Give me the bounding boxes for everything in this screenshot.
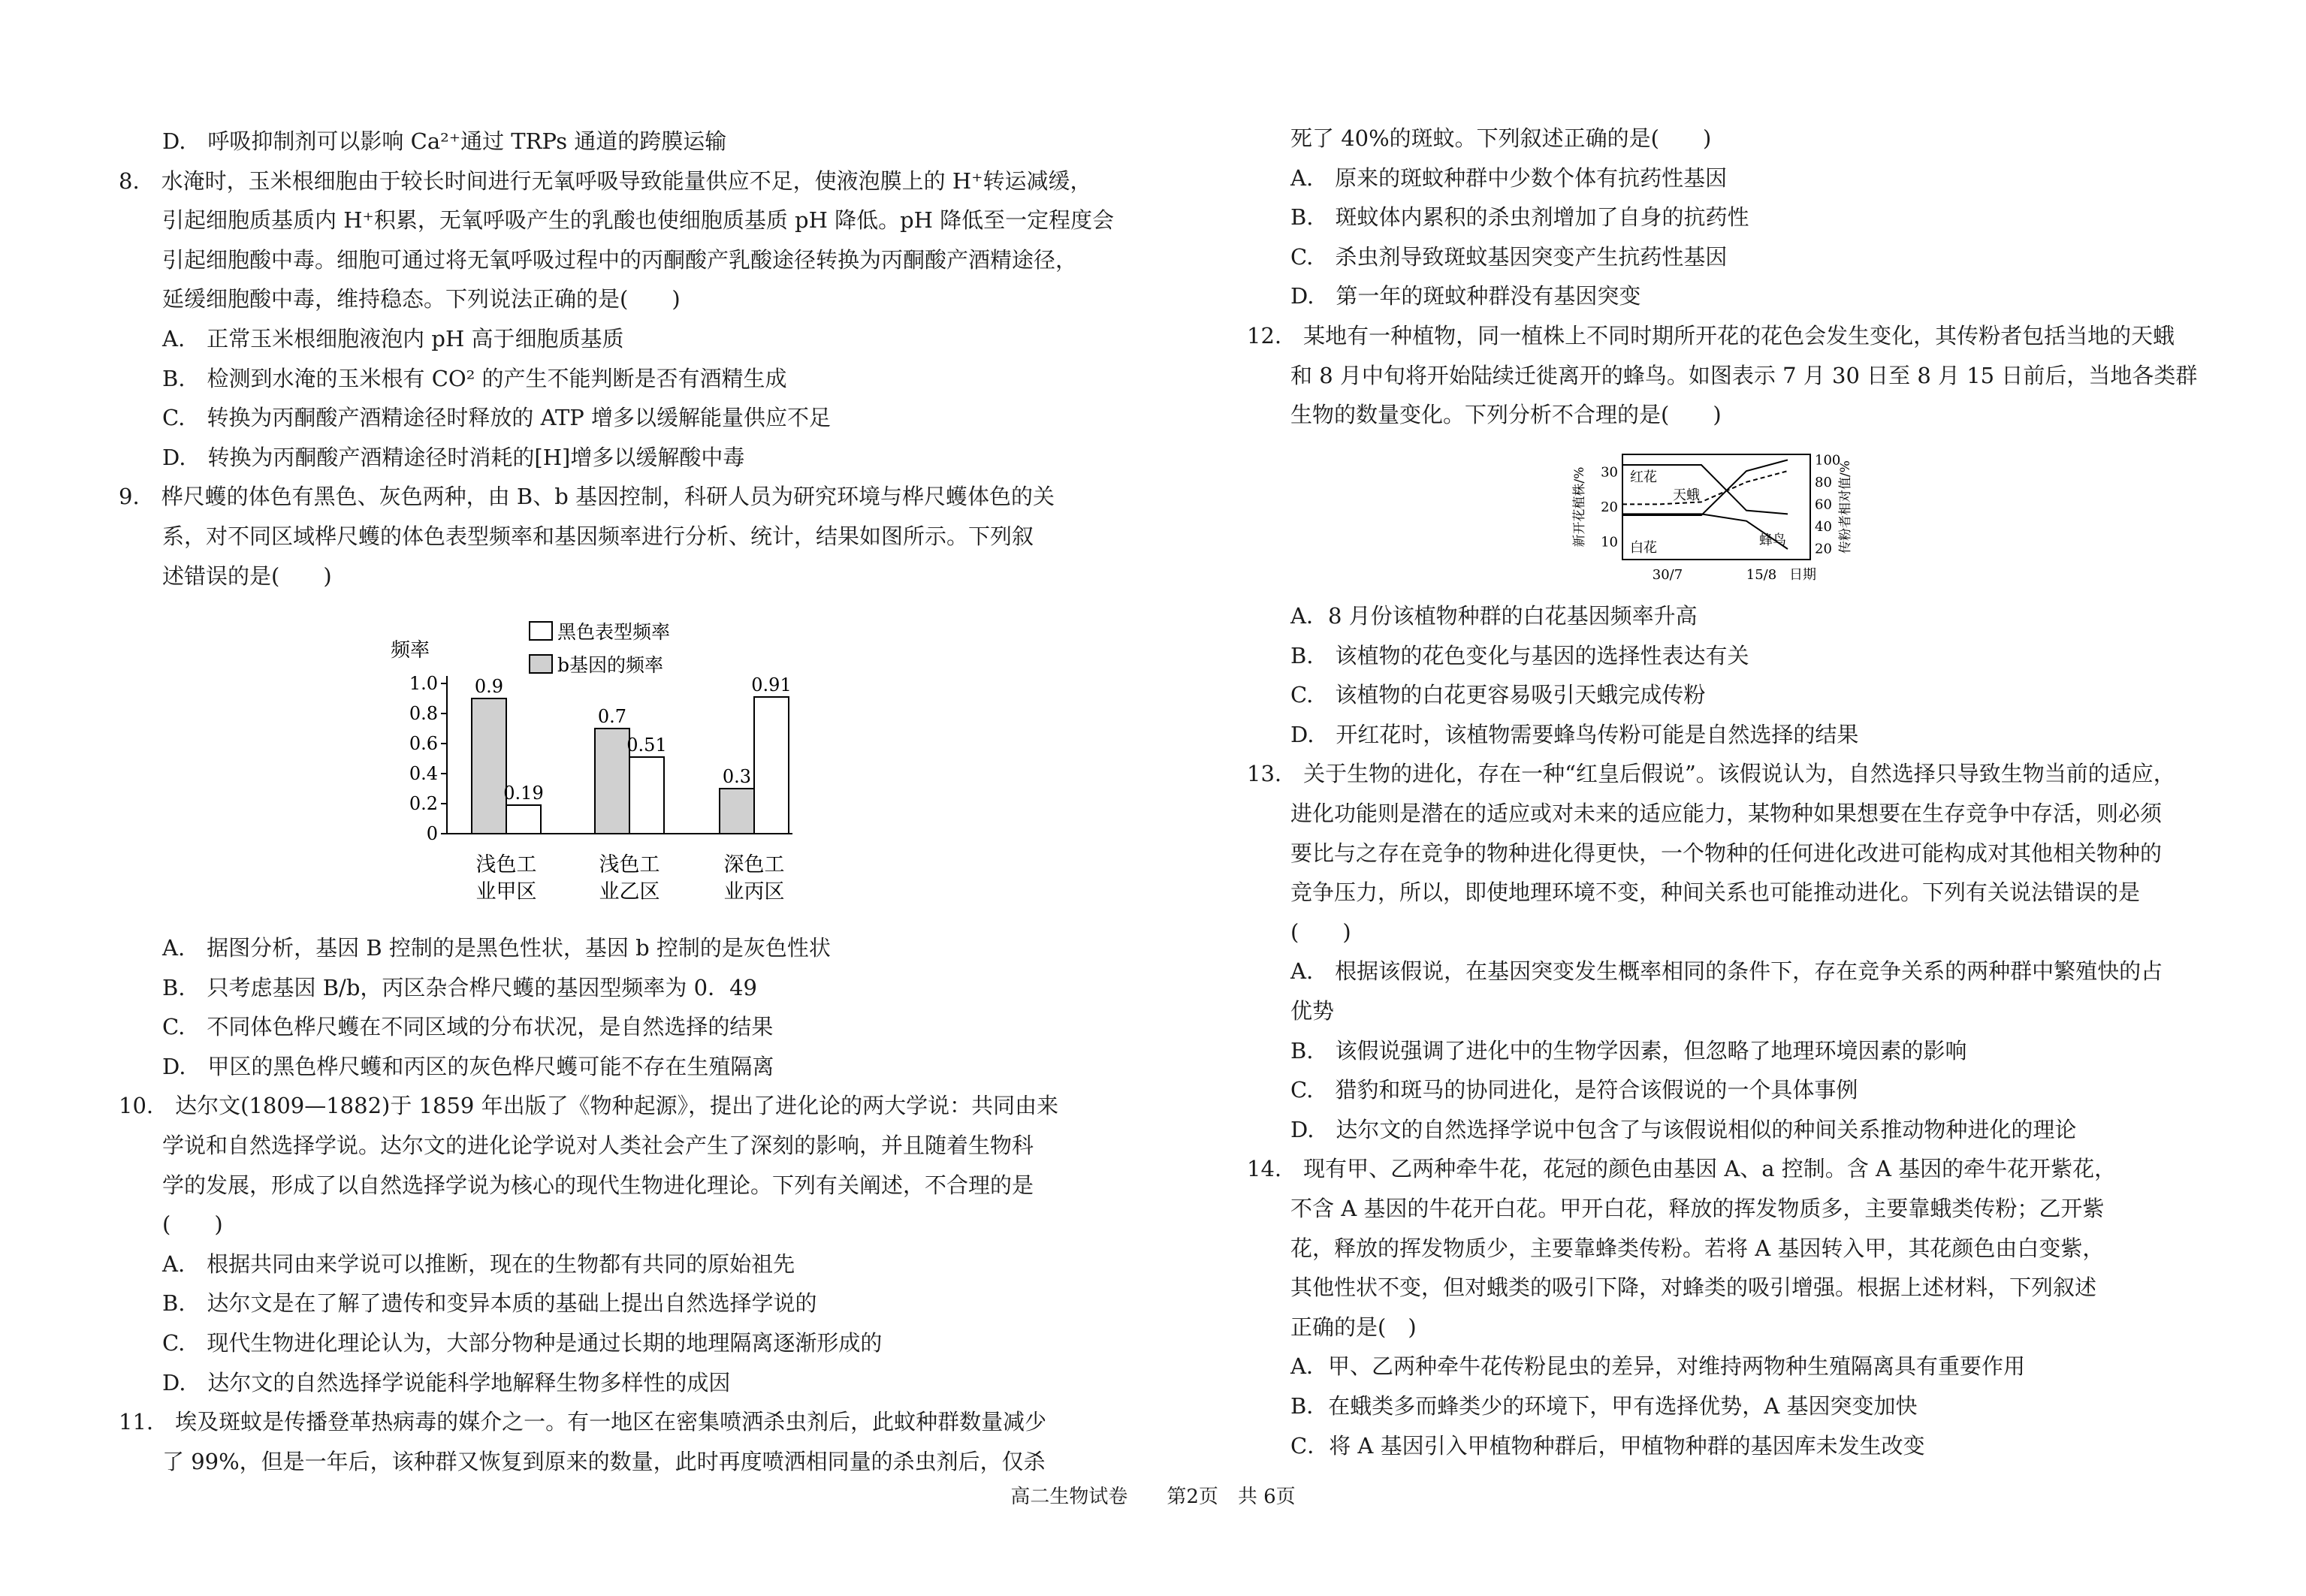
option-line: C. 杀虫剂导致斑蚊基因突变产生抗药性基因 bbox=[1290, 243, 1728, 270]
text-line: 系，对不同区域桦尺蠖的体色表型频率和基因频率进行分析、统计，结果如图所示。下列叙 bbox=[162, 523, 1034, 549]
page-footer: 高二生物试卷 第2页 共 6页 bbox=[1010, 1486, 1296, 1508]
option-line: B. 达尔文是在了解了遗传和变异本质的基础上提出自然选择学说的 bbox=[162, 1290, 817, 1317]
category-label: 业丙区 bbox=[723, 880, 785, 904]
option-line: A. 根据共同由来学说可以推断，现在的生物都有共同的原始祖先 bbox=[162, 1251, 795, 1277]
option-line: C. 猎豹和斑马的协同进化，是符合该假说的一个具体事例 bbox=[1290, 1077, 1858, 1103]
category-label: 浅色工 bbox=[599, 853, 660, 876]
y-right-tick-label: 20 bbox=[1815, 541, 1832, 557]
option-line: A．8 月份该植物种群的白花基因频率升高 bbox=[1290, 603, 1698, 629]
option-line: B. 只考虑基因 B/b，丙区杂合桦尺蠖的基因型频率为 0．49 bbox=[162, 974, 757, 1000]
option-line: C. 该植物的白花更容易吸引天蛾完成传粉 bbox=[1290, 682, 1706, 708]
text-line: 述错误的是( ) bbox=[162, 563, 332, 589]
y-tick-label: 0.2 bbox=[409, 793, 438, 814]
legend-label: 黑色表型频率 bbox=[557, 621, 671, 643]
option-line: B. 该植物的花色变化与基因的选择性表达有关 bbox=[1290, 642, 1749, 668]
text-line: 学的发展，形成了以自然选择学说为核心的现代生物进化理论。下列有关阐述，不合理的是 bbox=[162, 1172, 1034, 1198]
bar-value-label: 0.3 bbox=[722, 766, 752, 787]
question-line: 11. 埃及斑蚊是传播登革热病毒的媒介之一。有一地区在密集喷洒杀虫剂后，此蚊种群数量减少 bbox=[119, 1409, 1047, 1435]
y-left-tick-label: 30 bbox=[1601, 464, 1618, 481]
text-line: 花，释放的挥发物质少，主要靠蜂类传粉。若将 A 基因转入甲，其花颜色由白变紫， bbox=[1290, 1235, 2105, 1261]
bar-chart bbox=[376, 608, 811, 905]
category-label: 深色工 bbox=[723, 853, 785, 876]
option-line: D. 呼吸抑制剂可以影响 Ca²⁺通过 TRPs 通道的跨膜运输 bbox=[162, 128, 727, 154]
option-line: C. 转换为丙酮酸产酒精途径时释放的 ATP 增多以缓解能量供应不足 bbox=[162, 405, 832, 431]
series-label: 天蛾 bbox=[1673, 487, 1700, 503]
category-label: 业甲区 bbox=[475, 880, 537, 904]
bar-value-label: 0.91 bbox=[751, 674, 792, 695]
line-chart-figure bbox=[1570, 439, 1855, 590]
y-tick-label: 0.4 bbox=[409, 763, 438, 784]
option-line: A．甲、乙两种牵牛花传粉昆虫的差异，对维持两物种生殖隔离具有重要作用 bbox=[1290, 1353, 2025, 1380]
text-line: 引起细胞酸中毒。细胞可通过将无氧呼吸过程中的丙酮酸产乳酸途径转换为丙酮酸产酒精途径， bbox=[162, 246, 1078, 273]
option-line: B. 该假说强调了进化中的生物学因素，但忽略了地理环境因素的影响 bbox=[1290, 1037, 1967, 1063]
option-line: A. 据图分析，基因 B 控制的是黑色性状，基因 b 控制的是灰色性状 bbox=[162, 935, 831, 961]
option-line: C. 现代生物进化理论认为，大部分物种是通过长期的地理隔离逐渐形成的 bbox=[162, 1330, 883, 1356]
text-line: ( ) bbox=[162, 1211, 223, 1238]
series-label: 蜂鸟 bbox=[1759, 533, 1786, 548]
y-right-tick-label: 40 bbox=[1815, 518, 1832, 535]
text-line: 生物的数量变化。下列分析不合理的是( ) bbox=[1290, 402, 1722, 428]
option-line: C．将 A 基因引入甲植物种群后，甲植物种群的基因库未发生改变 bbox=[1290, 1432, 1925, 1459]
text-line: 和 8 月中旬将开始陆续迁徙离开的蜂鸟。如图表示 7 月 30 日至 8 月 15 日前后，当地各类群 bbox=[1290, 362, 2198, 388]
y-tick-label: 0.8 bbox=[409, 703, 438, 724]
question-line: 14. 现有甲、乙两种牵牛花，花冠的颜色由基因 A、a 控制。含 A 基因的牵牛花开紫花， bbox=[1247, 1156, 2117, 1182]
bar-value-label: 0.51 bbox=[626, 735, 667, 756]
bar-value-label: 0.19 bbox=[503, 783, 544, 804]
text-line: 要比与之存在竞争的物种进化得更快，一个物种的任何进化改进可能构成对其他相关物种的 bbox=[1290, 840, 2163, 866]
text-line: 不含 A 基因的牛花开白花。甲开白花，释放的挥发物质多，主要靠蛾类传粉；乙开紫 bbox=[1290, 1196, 2105, 1221]
y-left-tick-label: 10 bbox=[1601, 534, 1618, 551]
option-line: B. 检测到水淹的玉米根有 CO² 的产生不能判断是否有酒精生成 bbox=[162, 365, 787, 391]
y-right-axis-label: 传粉者相对值/% bbox=[1838, 460, 1853, 554]
text-line: 进化功能则是潜在的适应或对未来的适应能力，某物种如果想要在生存竞争中存活，则必须 bbox=[1290, 801, 2163, 826]
bar bbox=[629, 757, 664, 834]
text-line: 引起细胞质基质内 H⁺积累，无氧呼吸产生的乳酸也使细胞质基质 pH 降低。pH 降低至一定程度会 bbox=[162, 207, 1115, 234]
question-line: 8. 水淹时，玉米根细胞由于较长时间进行无氧呼吸导致能量供应不足，使液泡膜上的 H⁺转运减缓， bbox=[119, 167, 1092, 194]
series-label: 红花 bbox=[1630, 469, 1657, 485]
text-line: ( ) bbox=[1290, 919, 1351, 945]
option-line: C. 不同体色桦尺蠖在不同区域的分布状况，是自然选择的结果 bbox=[162, 1014, 774, 1040]
option-line: B. 斑蚊体内累积的杀虫剂增加了自身的抗药性 bbox=[1290, 204, 1749, 231]
question-line: 10. 达尔文(1809—1882)于 1859 年出版了《物种起源》，提出了进化论的两大学说：共同由来 bbox=[119, 1093, 1059, 1119]
y-tick-label: 0 bbox=[426, 823, 438, 844]
question-line: 13. 关于生物的进化，存在一种“红皇后假说”。该假说认为，自然选择只导致生物当前的适应， bbox=[1247, 761, 2175, 787]
text-line: 学说和自然选择学说。达尔文的进化论学说对人类社会产生了深刻的影响，并且随着生物科 bbox=[162, 1133, 1034, 1158]
legend-label: b基因的频率 bbox=[557, 654, 664, 676]
x-tick-label: 30/7 bbox=[1652, 567, 1683, 583]
option-line: A. 原来的斑蚊种群中少数个体有抗药性基因 bbox=[1290, 164, 1728, 191]
bar bbox=[595, 729, 629, 834]
x-axis-label: 日期 bbox=[1789, 567, 1816, 583]
option-line: A. 正常玉米根细胞液泡内 pH 高于细胞质基质 bbox=[162, 326, 624, 351]
y-tick-label: 1.0 bbox=[409, 673, 438, 694]
option-line: A. 根据该假说，在基因突变发生概率相同的条件下，存在竞争关系的两种群中繁殖快的占 bbox=[1290, 958, 2163, 985]
option-line: D. 第一年的斑蚊种群没有基因突变 bbox=[1290, 283, 1641, 309]
bar bbox=[754, 697, 789, 834]
bar-chart-figure bbox=[376, 608, 811, 905]
text-line: 死了 40%的斑蚊。下列叙述正确的是( ) bbox=[1290, 125, 1712, 151]
text-line: 了 99%，但是一年后，该种群又恢复到原来的数量，此时再度喷洒相同量的杀虫剂后，仅杀 bbox=[162, 1448, 1046, 1474]
y-right-tick-label: 60 bbox=[1815, 496, 1832, 513]
legend-swatch-black-phenotype bbox=[530, 622, 552, 640]
y-axis-label: 频率 bbox=[391, 639, 430, 662]
text-line: 延缓细胞酸中毒，维持稳态。下列说法正确的是( ) bbox=[162, 286, 681, 312]
y-right-tick-label: 100 bbox=[1815, 452, 1841, 469]
y-left-tick-label: 20 bbox=[1601, 499, 1618, 515]
text-line: 其他性状不变，但对蛾类的吸引下降，对蜂类的吸引增强。根据上述材料，下列叙述 bbox=[1290, 1275, 2097, 1301]
series-label: 白花 bbox=[1630, 540, 1657, 556]
bar bbox=[506, 805, 541, 834]
question-line: 12. 某地有一种植物，同一植株上不同时期所开花的花色会发生变化，其传粉者包括当地的天蛾 bbox=[1247, 323, 2175, 348]
category-label: 业乙区 bbox=[599, 880, 660, 904]
text-line: 优势 bbox=[1290, 998, 1335, 1024]
x-tick-label: 15/8 bbox=[1746, 567, 1777, 583]
option-line: D. 达尔文的自然选择学说中包含了与该假说相似的种间关系推动物种进化的理论 bbox=[1290, 1116, 2077, 1142]
option-line: D. 转换为丙酮酸产酒精途径时消耗的[H]增多以缓解酸中毒 bbox=[162, 444, 745, 470]
option-line: D. 开红花时，该植物需要蜂鸟传粉可能是自然选择的结果 bbox=[1290, 721, 1859, 747]
text-line: 正确的是( ) bbox=[1290, 1314, 1417, 1340]
y-right-tick-label: 80 bbox=[1815, 474, 1832, 490]
bar bbox=[472, 698, 506, 834]
question-line: 9. 桦尺蠖的体色有黑色、灰色两种，由 B、b 基因控制，科研人员为研究环境与桦尺蠖体色的关 bbox=[119, 484, 1055, 510]
bar bbox=[720, 789, 754, 834]
category-label: 浅色工 bbox=[475, 853, 537, 876]
y-tick-label: 0.6 bbox=[409, 733, 438, 754]
bar-value-label: 0.9 bbox=[474, 676, 504, 697]
y-left-axis-label: 新开花植株/% bbox=[1572, 466, 1587, 548]
option-line: D. 达尔文的自然选择学说能科学地解释生物多样性的成因 bbox=[162, 1369, 731, 1395]
option-line: D. 甲区的黑色桦尺蠖和丙区的灰色桦尺蠖可能不存在生殖隔离 bbox=[162, 1053, 774, 1079]
bar-value-label: 0.7 bbox=[597, 706, 627, 727]
legend-swatch-b-gene bbox=[530, 655, 552, 673]
text-line: 竞争压力，所以，即使地理环境不变，种间关系也可能推动进化。下列有关说法错误的是 bbox=[1290, 879, 2141, 906]
option-line: B．在蛾类多而蜂类少的环境下，甲有选择优势，A 基因突变加快 bbox=[1290, 1393, 1918, 1419]
line-chart bbox=[1570, 439, 1855, 590]
